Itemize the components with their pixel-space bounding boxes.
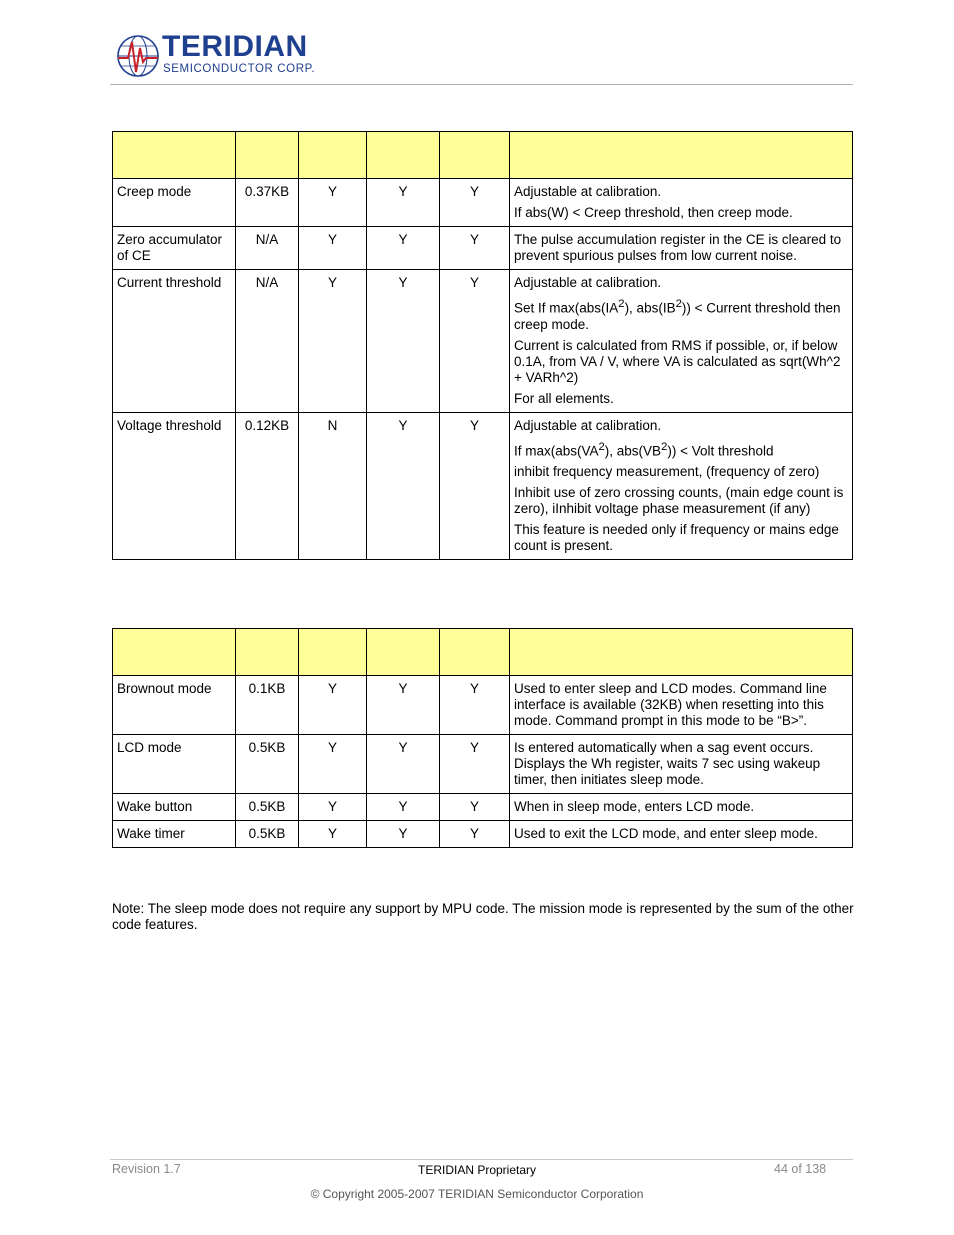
header-cell (236, 629, 299, 676)
flag-cell: Y (440, 676, 510, 735)
flag-cell: Y (367, 794, 440, 821)
flag-cell: Y (367, 270, 440, 413)
size-cell: 0.1KB (236, 676, 299, 735)
feature-cell: Current threshold (113, 270, 236, 413)
feature-cell: Creep mode (113, 179, 236, 227)
table-row (113, 270, 853, 413)
copyright-label: © Copyright 2005-2007 TERIDIAN Semiconductor Corporation (310, 1187, 644, 1201)
header-cell (113, 629, 236, 676)
flag-cell: Y (367, 227, 440, 270)
feature-cell: LCD mode (113, 735, 236, 794)
flag-cell: Y (367, 821, 440, 848)
description-paragraph: When in sleep mode, enters LCD mode. (514, 799, 755, 814)
header-cell (367, 132, 440, 179)
description-paragraph: The pulse accumulation register in the CE is cleared to prevent spurious pulses from low current noise. (514, 232, 842, 263)
text-run: )) < Current threshold then creep mode. (514, 300, 841, 332)
footnote: Note: The sleep mode does not require any support by MPU code. The mission mode is represented by the sum of the other code features. (112, 901, 854, 932)
teridian-logo (116, 32, 326, 80)
logo-wordmark: TERIDIAN (162, 30, 308, 63)
description-paragraph (514, 296, 848, 333)
table-header-row (113, 629, 853, 676)
description-paragraph: Used to exit the LCD mode, and enter sleep mode. (514, 826, 818, 841)
flag-cell: Y (299, 735, 367, 794)
description-paragraph: For all elements. (514, 390, 614, 406)
flag-cell: Y (440, 270, 510, 413)
text-run: )) < Volt threshold (667, 443, 774, 458)
flag-cell: Y (299, 179, 367, 227)
footer-divider (110, 1159, 853, 1160)
header-cell (113, 132, 236, 179)
superscript: 2 (661, 440, 668, 453)
flag-cell: Y (299, 821, 367, 848)
header-cell (440, 132, 510, 179)
description-paragraph: Adjustable at calibration. (514, 417, 662, 433)
feature-table-2 (112, 628, 853, 848)
flag-cell: Y (367, 412, 440, 560)
description-cell (510, 794, 853, 821)
flag-cell: Y (440, 227, 510, 270)
table-row (113, 676, 853, 735)
description-cell (510, 821, 853, 848)
description-paragraph (514, 439, 848, 460)
proprietary-label: TERIDIAN Proprietary (417, 1163, 537, 1177)
feature-cell: Zero accumulator of CE (113, 227, 236, 270)
flag-cell: Y (367, 735, 440, 794)
page-number: 44 of 138 (774, 1162, 827, 1176)
flag-cell: Y (299, 227, 367, 270)
header-cell (299, 132, 367, 179)
header-cell (299, 629, 367, 676)
description-cell (510, 412, 853, 560)
header-divider (110, 84, 853, 85)
flag-cell: Y (367, 676, 440, 735)
description-paragraph: If abs(W) < Creep threshold, then creep mode. (514, 205, 793, 220)
description-cell (510, 179, 853, 227)
description-cell (510, 227, 853, 270)
header-cell (510, 629, 853, 676)
table-row (113, 227, 853, 270)
description-paragraph: Adjustable at calibration. (514, 275, 662, 290)
superscript: 2 (675, 298, 682, 310)
text-run: Set If max(abs(IA (514, 300, 619, 316)
flag-cell: N (299, 412, 367, 560)
size-cell: 0.5KB (236, 735, 299, 794)
description-cell (510, 735, 853, 794)
size-cell: N/A (236, 270, 299, 413)
description-paragraph: This feature is needed only if frequency or mains edge count is present. (514, 522, 839, 553)
flag-cell: Y (367, 179, 440, 227)
flag-cell: Y (440, 735, 510, 794)
description-cell (510, 676, 853, 735)
feature-cell: Brownout mode (113, 676, 236, 735)
header-cell (367, 629, 440, 676)
table-row (113, 412, 853, 560)
flag-cell: Y (440, 412, 510, 560)
flag-cell: Y (299, 676, 367, 735)
header-cell (236, 132, 299, 179)
text-run: ), abs(VB (604, 443, 662, 458)
description-paragraph: Used to enter sleep and LCD modes. Command line interface is available (32KB) when resetting into this mode. Command prompt in this mode to be “B>”. (514, 681, 827, 728)
table-row (113, 735, 853, 794)
size-cell: 0.12KB (236, 412, 299, 560)
description-paragraph: Current is calculated from RMS if possible, or, if below 0.1A, from VA / V, where VA is calculated as sqrt(Wh^2 + VARh^2) (514, 337, 841, 385)
superscript: 2 (618, 298, 625, 310)
size-cell: 0.5KB (236, 794, 299, 821)
description-paragraph: Inhibit use of zero crossing counts, (main edge count is zero), iInhibit voltage phase measurement (if any) (514, 485, 844, 516)
size-cell: 0.5KB (236, 821, 299, 848)
table-header-row (113, 132, 853, 179)
table-row (113, 179, 853, 227)
feature-cell: Wake timer (113, 821, 236, 848)
table-row (113, 821, 853, 848)
flag-cell: Y (299, 794, 367, 821)
flag-cell: Y (299, 270, 367, 413)
header-cell (510, 132, 853, 179)
header-cell (440, 629, 510, 676)
table-row (113, 794, 853, 821)
description-paragraph: Adjustable at calibration. (514, 184, 662, 199)
text-run: ), abs(IB (624, 300, 676, 316)
description-cell (510, 270, 853, 413)
feature-cell: Voltage threshold (113, 412, 236, 560)
size-cell: 0.37KB (236, 179, 299, 227)
flag-cell: Y (440, 821, 510, 848)
size-cell: N/A (236, 227, 299, 270)
flag-cell: Y (440, 179, 510, 227)
description-paragraph: Is entered automatically when a sag event occurs. Displays the Wh register, waits 7 sec using wakeup timer, then initiates sleep mode. (514, 740, 821, 787)
feature-table-1 (112, 131, 853, 560)
flag-cell: Y (440, 794, 510, 821)
superscript: 2 (598, 440, 605, 453)
description-paragraph: inhibit frequency measurement, (frequency of zero) (514, 464, 820, 479)
teridian-globe-icon (116, 34, 160, 78)
feature-cell: Wake button (113, 794, 236, 821)
text-run: If max(abs(VA (514, 443, 599, 458)
logo-subtitle: SEMICONDUCTOR CORP. (163, 63, 316, 75)
revision-label: Revision 1.7 (112, 1162, 181, 1176)
